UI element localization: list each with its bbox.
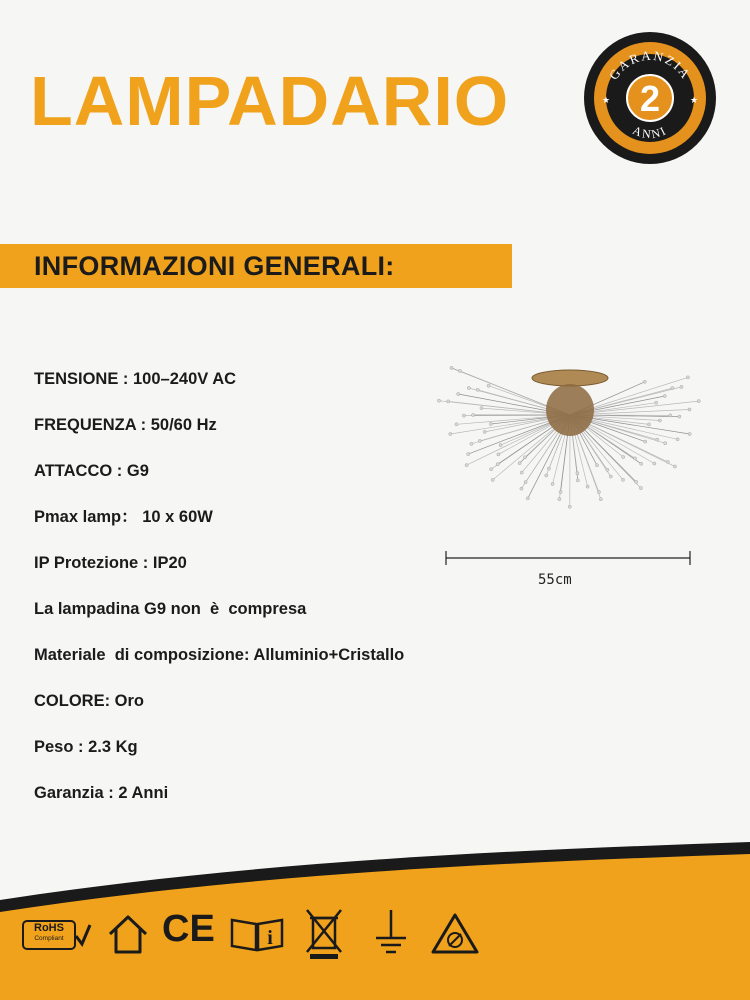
spec-item: ATTACCO : G9: [34, 462, 149, 480]
bulb-cluster: [546, 384, 594, 436]
spec-item: COLORE: Oro: [34, 692, 144, 710]
check-icon: [74, 922, 92, 948]
certification-icons: [10, 906, 510, 962]
badge-star-icon: ★: [601, 95, 611, 105]
chandelier-image: [430, 330, 710, 600]
rohs-icon: [22, 920, 76, 950]
spec-item: Garanzia : 2 Anni: [34, 784, 169, 802]
class-ii-icon: [430, 912, 480, 956]
warranty-badge: [582, 30, 718, 166]
spec-list: [34, 366, 404, 826]
svg-text:i: i: [267, 927, 273, 949]
spec-item: Pmax lamp： 10 x 60W: [34, 508, 213, 526]
badge-top-text: GARANZIA: [605, 47, 695, 83]
badge-number: 2: [639, 78, 661, 119]
manual-icon: [228, 914, 286, 954]
page-title: LAMPADARIO: [30, 62, 510, 140]
rohs-label: RoHS: [34, 922, 64, 934]
rohs-sub-label: Compliant: [34, 935, 64, 942]
spec-item: IP Protezione : IP20: [34, 554, 187, 572]
house-icon: [106, 912, 150, 956]
dimension-line: [446, 551, 690, 565]
ce-mark-icon: CE: [162, 908, 215, 950]
spec-item: La lampadina G9 non è compresa: [34, 600, 307, 618]
spec-item: FREQUENZA : 50/60 Hz: [34, 416, 217, 434]
spec-item: TENSIONE : 100–240V AC: [34, 370, 237, 388]
badge-star-icon: ★: [689, 95, 699, 105]
ground-icon: [372, 908, 410, 958]
weee-bin-icon: [304, 906, 344, 960]
badge-bottom-text: ANNI: [630, 123, 670, 142]
spec-item: Peso : 2.3 Kg: [34, 738, 138, 756]
spec-item: Materiale di composizione: Alluminio+Cristallo: [34, 646, 405, 664]
ceiling-mount: [532, 370, 608, 386]
dimension-label: 55cm: [538, 572, 572, 588]
section-title: INFORMAZIONI GENERALI:: [34, 251, 395, 281]
